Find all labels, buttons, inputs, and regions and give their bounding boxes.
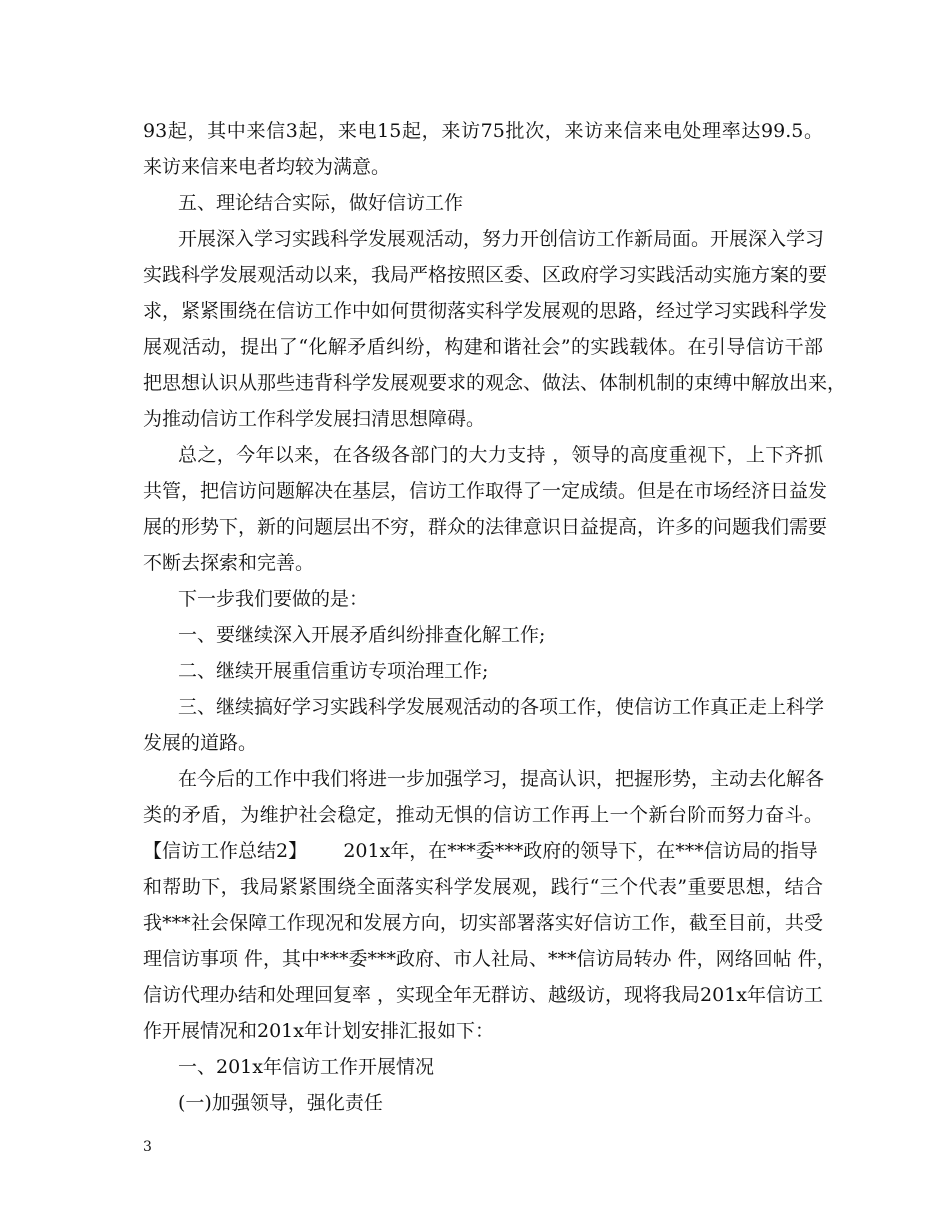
text-line: 类的矛盾，为维护社会稳定，推动无惧的信访工作再上一个新台阶而努力奋斗。 [143,804,823,826]
text-line: 求，紧紧围绕在信访工作中如何贯彻落实科学发展观的思路，经过学习实践科学发 [143,300,828,322]
text-line: 理信访事项 件，其中***委***政府、市人社局、***信访局转办 件，网络回帖 件， [143,948,836,970]
text-line: 93起，其中来信3起，来电15起，来访75批次，来访来信来电处理率达99.5。 [143,120,823,142]
text-line: 共管，把信访问题解决在基层，信访工作取得了一定成绩。但是在市场经济日益发 [143,480,828,502]
text-line: 作开展情况和201x年计划安排汇报如下： [143,1020,494,1042]
text-line: 和帮助下，我局紧紧围绕全面落实科学发展观，践行“三个代表”重要思想，结合 [143,876,823,898]
text-line: 我***社会保障工作现况和发展方向，切实部署落实好信访工作，截至目前，共受 [143,912,823,934]
list-item: 一、要继续深入开展矛盾纠纷排查化解工作; [178,624,546,646]
text-line: 展观活动，提出了“化解矛盾纠纷，构建和谐社会”的实践载体。在引导信访干部 [143,336,823,358]
text-line: 在今后的工作中我们将进一步加强学习，提高认识，把握形势，主动去化解各 [178,768,825,790]
text-line: 展的形势下，新的问题层出不穷，群众的法律意识日益提高，许多的问题我们需要 [143,516,828,538]
page-number: 3 [143,1139,152,1155]
text-line: 不断去探索和完善。 [143,552,315,574]
section-heading: 五、理论结合实际，做好信访工作 [178,192,464,214]
text-line: 实践科学发展观活动以来，我局严格按照区委、区政府学习实践活动实施方案的要 [143,264,828,286]
text-line: 为推动信访工作科学发展扫清思想障碍。 [143,408,486,430]
list-item: 三、继续搞好学习实践科学发展观活动的各项工作，使信访工作真正走上科学 [178,696,825,718]
text-line: 来访来信来电者均较为满意。 [143,156,391,178]
text-line: 总之，今年以来，在各级各部门的大力支持 ，领导的高度重视下，上下齐抓 [178,444,823,466]
text-line: 开展深入学习实践科学发展观活动，努力开创信访工作新局面。开展深入学习 [178,228,825,250]
section-heading: 一、201x年信访工作开展情况 [178,1056,434,1078]
subsection-heading: (一)加强领导，强化责任 [178,1092,383,1114]
text-line: 把思想认识从那些违背科学发展观要求的观念、做法、体制机制的束缚中解放出来， [143,372,847,394]
section-title-line: 【信访工作总结2】 201x年，在***委***政府的领导下，在***信访局的指导 [143,840,818,862]
text-line: 信访代理办结和处理回复率 ，实现全年无群访、越级访，现将我局201x年信访工 [143,984,824,1006]
text-line: 发展的道路。 [143,732,258,754]
text-line: 下一步我们要做的是： [178,588,369,610]
list-item: 二、继续开展重信重访专项治理工作; [178,660,489,682]
